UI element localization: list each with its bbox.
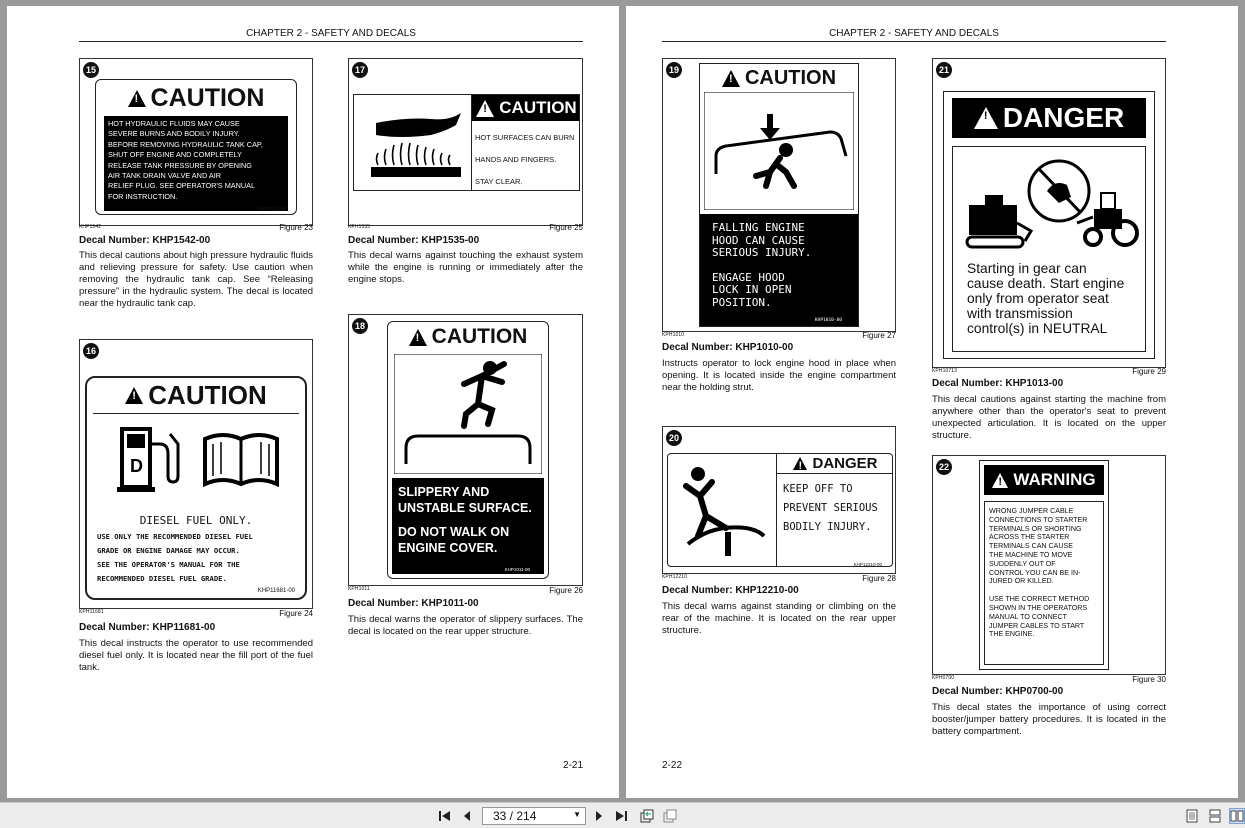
page-header: CHAPTER 2 - SAFETY AND DECALS — [246, 28, 416, 39]
warning-triangle-icon — [409, 329, 427, 346]
dropdown-arrow-icon: ▼ — [573, 810, 581, 819]
continuous-page-icon — [1209, 809, 1221, 823]
decal-message: USE ONLY THE RECOMMENDED DIESEL FUEL GRADE OR ENGINE DAMAGE MAY OCCUR. SEE THE OPERATOR'S MANUAL FOR THE RECOMMENDED DIESEL FUEL GRADE. — [97, 532, 253, 583]
decal-message: FALLING ENGINE HOOD CAN CAUSE SERIOUS INJURY. ENGAGE HOOD LOCK IN OPEN POSITION. KHP1010-00 — [700, 214, 858, 326]
falling-from-machine-icon — [678, 462, 768, 558]
figure-label: Figure 30 — [1132, 675, 1166, 684]
figure-16 — [79, 339, 313, 609]
previous-page-icon — [462, 810, 472, 822]
decal-description: This decal states the importance of using correct booster/jumper battery procedures. It is located in the battery compartment. — [932, 702, 1166, 737]
figure-code: KPH1535 — [348, 224, 371, 230]
figure-label: Figure 24 — [279, 609, 313, 618]
warning-triangle-icon — [992, 473, 1008, 488]
page-indicator: 33 / 214 — [493, 809, 537, 823]
decal-message: KEEP OFF TO PREVENT SERIOUS BODILY INJURY. — [783, 483, 878, 533]
first-page-icon — [438, 810, 452, 822]
decal-signal: ! DANGER — [952, 98, 1146, 138]
decal-number: Decal Number: KHP1013-00 — [932, 378, 1064, 389]
figure-19 — [662, 58, 896, 332]
decal-number: Decal Number: KHP1011-00 — [348, 598, 479, 609]
start-engine-prohibited-icon — [959, 153, 1141, 253]
decal-khp12210 — [667, 453, 893, 567]
next-page-button[interactable] — [591, 808, 607, 824]
figure-badge: 17 — [352, 62, 368, 78]
decal-text-panel — [471, 95, 580, 191]
decal-description: This decal instructs the operator to use recommended diesel fuel only. It is located near the fill port of the fuel tank. — [79, 638, 313, 673]
figure-label: Figure 23 — [279, 223, 313, 232]
previous-page-button[interactable] — [459, 808, 475, 824]
figure-label: Figure 27 — [862, 331, 896, 340]
right-page — [626, 6, 1238, 798]
decal-signal: ! CAUTION — [96, 80, 296, 116]
figure-code: KHP1542 — [79, 224, 102, 230]
decal-signal: ! WARNING — [984, 465, 1104, 495]
figure-17 — [348, 58, 583, 226]
single-page-view-button[interactable] — [1184, 808, 1200, 824]
figure-code: KPH11681 — [79, 609, 104, 615]
decal-khp1011 — [387, 321, 549, 579]
decal-text-panel — [776, 454, 893, 567]
go-forward-view-icon — [663, 809, 677, 823]
single-page-icon — [1186, 809, 1198, 823]
facing-pages-view-button[interactable] — [1229, 808, 1245, 824]
warning-triangle-icon — [722, 70, 740, 87]
decal-description: Instructs operator to lock engine hood in place when opening. It is located inside the engine compartment near the holding strut. — [662, 358, 896, 393]
fuel-pump-icon — [107, 424, 287, 494]
decal-number: Decal Number: KHP0700-00 — [932, 686, 1064, 697]
decal-message: HOT HYDRAULIC FLUIDS MAY CAUSE SEVERE BURNS AND BODILY INJURY. BEFORE REMOVING HYDRAULIC TANK CAP, SHUT OFF ENGINE AND COMPLETELY RELEASE TANK PRESSURE BY OPENING AIR TANK DRAIN VALVE AND AIR RELIEF PLUG. SEE OPERATOR'S MANUAL FOR INSTRUCTION. — [104, 116, 288, 211]
decal-part-number: KHP1011-00 — [504, 567, 530, 572]
warning-triangle-icon — [974, 107, 998, 129]
decal-message: HOT SURFACES CAN BURN HANDS AND FINGERS. STAY CLEAR. — [475, 133, 575, 186]
decal-number: Decal Number: KHP1535-00 — [348, 235, 480, 246]
decal-description: This decal warns against touching the exhaust system while the engine is running or immediately after the engine stops. — [348, 250, 583, 285]
decal-description: This decal cautions against starting the machine from anywhere other than the operator's seat to prevent unexpected articulation. It is located on the upper structure. — [932, 394, 1166, 441]
figure-code: KPH10713 — [932, 368, 957, 374]
left-page — [7, 6, 619, 798]
decal-signal: ! CAUTION — [388, 322, 548, 352]
falling-hood-icon — [704, 92, 854, 210]
figure-badge: 19 — [666, 62, 682, 78]
last-page-icon — [614, 810, 628, 822]
decal-khp1535 — [353, 94, 580, 191]
svg-text:D: D — [130, 456, 143, 476]
figure-badge: 15 — [83, 62, 99, 78]
figure-code: KPH1010 — [662, 332, 685, 338]
decal-description: This decal warns against standing or climbing on the rear of the machine. It is located on the rear upper structure. — [662, 601, 896, 636]
figure-badge: 22 — [936, 459, 952, 475]
page-header: CHAPTER 2 - SAFETY AND DECALS — [829, 28, 999, 39]
figure-20 — [662, 426, 896, 574]
warning-triangle-icon — [128, 90, 146, 107]
decal-khp0700 — [979, 460, 1109, 670]
figure-label: Figure 26 — [549, 586, 583, 595]
figure-code: KPH0700 — [932, 675, 955, 681]
figure-badge: 16 — [83, 343, 99, 359]
figure-18 — [348, 314, 583, 586]
decal-part-number: KHP1010-00 — [814, 318, 842, 323]
go-back-view-icon — [640, 809, 654, 823]
page-number: 2-21 — [563, 760, 584, 771]
decal-part-number: KHP1542-00 — [257, 207, 286, 213]
decal-description: This decal cautions about high pressure hydraulic fluids and relieving pressure for safety. Use caution when removing the hydraulic tank cap. See “Releasing pressure” in the hydraulic system. The decal is located near the hydraulic tank cap. — [79, 250, 313, 309]
facing-pages-icon — [1230, 810, 1244, 822]
decal-message: WRONG JUMPER CABLE CONNECTIONS TO STARTER TERMINALS OR SHORTING ACROSS THE STARTER TERMINALS CAN CAUSE THE MACHINE TO MOVE SUDDENLY OUT OF CONTROL YOU CAN BE IN- JURED OR KILLED. USE THE CORRECT METHOD SHOWN IN THE OPERATORS MANUAL TO CONNECT JUMPER CABLES TO START THE ENGINE. — [984, 501, 1104, 665]
figure-badge: 21 — [936, 62, 952, 78]
decal-khp1542 — [95, 79, 297, 215]
decal-body — [952, 146, 1146, 352]
next-page-icon — [594, 810, 604, 822]
warning-triangle-icon — [476, 100, 494, 117]
decal-signal: ! DANGER — [777, 454, 893, 474]
slipping-person-icon — [394, 354, 542, 474]
figure-badge: 20 — [666, 430, 682, 446]
decal-headline: DIESEL FUEL ONLY. — [139, 514, 253, 527]
figure-code: KPH12210 — [662, 574, 687, 580]
decal-khp1013 — [943, 91, 1155, 359]
decal-message: SLIPPERY AND UNSTABLE SURFACE. DO NOT WALK ON ENGINE COVER. KHP1011-00 — [392, 478, 544, 574]
figure-badge: 18 — [352, 318, 368, 334]
go-forward-view-button[interactable] — [662, 808, 678, 824]
last-page-button[interactable] — [613, 808, 629, 824]
figure-label: Figure 28 — [862, 574, 896, 583]
decal-number: Decal Number: KHP11681-00 — [79, 622, 216, 633]
warning-triangle-icon — [125, 387, 143, 404]
hot-surface-hand-icon — [366, 103, 466, 183]
first-page-button[interactable] — [437, 808, 453, 824]
figure-label: Figure 29 — [1132, 367, 1166, 376]
figure-21 — [932, 58, 1166, 368]
decal-part-number: KHP11681-00 — [257, 588, 295, 594]
decal-part-number: KHP12210-00 — [853, 562, 882, 567]
viewer-toolbar — [0, 802, 1245, 828]
warning-triangle-icon — [793, 457, 807, 470]
continuous-view-button[interactable] — [1207, 808, 1223, 824]
figure-22 — [932, 455, 1166, 675]
page-number: 2-22 — [662, 760, 683, 771]
decal-khp1010 — [699, 63, 859, 327]
decal-number: Decal Number: KHP1542-00 — [79, 235, 211, 246]
decal-signal: ! CAUTION — [700, 64, 858, 92]
decal-number: Decal Number: KHP1010-00 — [662, 342, 794, 353]
figure-15 — [79, 58, 313, 226]
decal-khp11681 — [85, 376, 307, 600]
go-back-view-button[interactable] — [639, 808, 655, 824]
decal-signal: ! CAUTION — [93, 378, 299, 414]
header-rule — [662, 41, 1166, 42]
figure-label: Figure 25 — [549, 223, 583, 232]
decal-number: Decal Number: KHP12210-00 — [662, 585, 799, 596]
page-selector[interactable] — [482, 807, 586, 825]
decal-signal: ! CAUTION — [472, 95, 580, 121]
header-rule — [79, 41, 583, 42]
figure-code: KPH1011 — [348, 586, 370, 592]
decal-description: This decal warns the operator of slippery surfaces. The decal is located on the rear upper structure. — [348, 614, 583, 637]
decal-message: Starting in gear can cause death. Start engine only from operator seat with transmission control(s) in NEUTRAL — [967, 261, 1125, 336]
